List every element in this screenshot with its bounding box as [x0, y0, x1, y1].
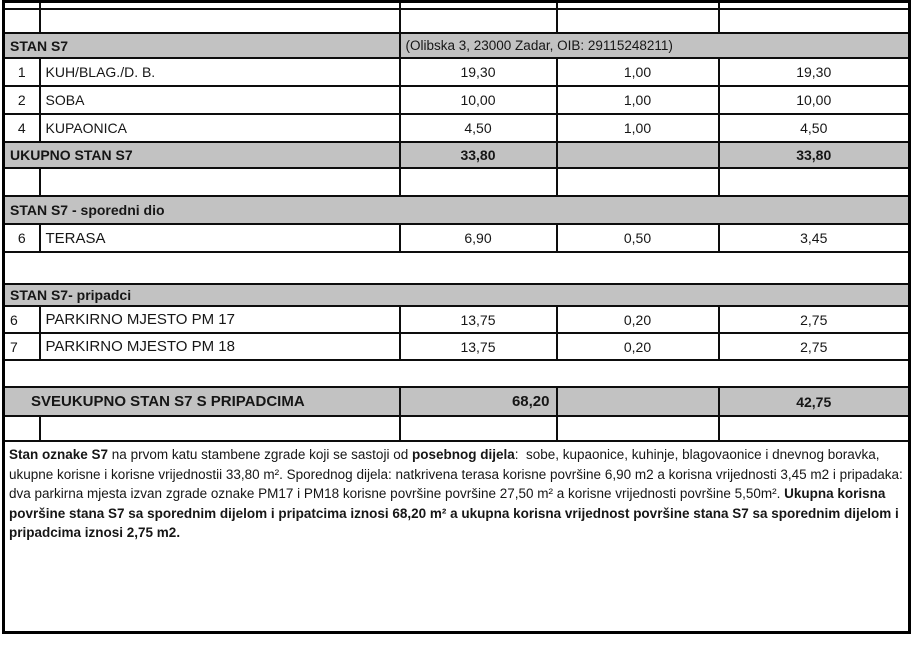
empty-cell: [4, 360, 910, 387]
description-segment-bold: Stan oznake S7: [9, 447, 109, 462]
section-header-secondary: [4, 196, 910, 224]
empty-cell: [557, 142, 719, 168]
subtotal-value-cell: 33,80: [719, 142, 910, 168]
row-number-cell: 4: [4, 114, 40, 142]
empty-cell: [719, 9, 910, 33]
empty-cell: [40, 2, 400, 10]
room-name-cell: TERASA: [40, 224, 400, 252]
section-title: STAN S7: [4, 33, 400, 58]
coefficient-cell: 0,50: [557, 224, 719, 252]
row-number-cell: 2: [4, 86, 40, 114]
value-cell: 19,30: [719, 58, 910, 86]
empty-cell: [400, 9, 557, 33]
room-name-cell: KUPAONICA: [40, 114, 400, 142]
value-cell: 10,00: [719, 86, 910, 114]
empty-cell: [557, 168, 719, 196]
empty-cell: [400, 2, 557, 10]
spacer-row: [4, 168, 910, 196]
coefficient-cell: 1,00: [557, 58, 719, 86]
section-header-main: [4, 33, 910, 58]
spacer-row: [4, 416, 910, 441]
row-number-cell: 7: [4, 333, 40, 360]
description-paragraph: [4, 441, 910, 633]
empty-cell: [719, 168, 910, 196]
area-cell: 19,30: [400, 58, 557, 86]
empty-cell: [40, 9, 400, 33]
room-name-cell: PARKIRNO MJESTO PM 18: [40, 333, 400, 360]
empty-cell: [4, 416, 40, 441]
area-cell: 13,75: [400, 333, 557, 360]
spacer-row: [4, 252, 910, 284]
row-number-cell: 6: [4, 306, 40, 333]
value-cell: 4,50: [719, 114, 910, 142]
description-segment-bold: Ukupna korisna površine stana S7 sa sporednim dijelom i pripatcima iznosi 68,20 m² a ukupna korisna vrijednost površine stana S7 sa sporednim dijelom i pripadcima iznosi 2,75 m2.: [9, 486, 903, 540]
area-cell: 6,90: [400, 224, 557, 252]
row-number-cell: 6: [4, 224, 40, 252]
empty-cell: [4, 2, 40, 10]
room-name-cell: SOBA: [40, 86, 400, 114]
area-cell: 4,50: [400, 114, 557, 142]
table-row: [4, 58, 910, 86]
description-segment: : sobe, kupaonice, kuhinje, blagovaonice i dnevnog boravka, ukupne korisne i korisne vrijednostii 33,80 m². Sporednog dijela: natkrivena terasa korisne površine 6,90 m2 a korisna vrijednosti 3,45 m2 i pripadaka: dva parkirna mjesta izvan zgrade oznake PM17 i PM18 korisne površine površine 27,50 m² a korisne vrijednosti površine 5,50m².: [9, 447, 907, 501]
table-row: [4, 224, 910, 252]
empty-cell: [40, 168, 400, 196]
section-title: STAN S7- pripadci: [4, 284, 910, 306]
spacer-row: [4, 9, 910, 33]
room-name-cell: KUH/BLAG./D. B.: [40, 58, 400, 86]
value-cell: 3,45: [719, 224, 910, 252]
empty-cell: [4, 168, 40, 196]
coefficient-cell: 0,20: [557, 333, 719, 360]
table-row: [4, 86, 910, 114]
row-number-cell: 1: [4, 58, 40, 86]
empty-cell: [557, 9, 719, 33]
area-calculation-table: [2, 0, 911, 634]
area-cell: 13,75: [400, 306, 557, 333]
grand-total-value-cell: 42,75: [719, 387, 910, 416]
spacer-row: [4, 360, 910, 387]
grand-total-label: SVEUKUPNO STAN S7 S PRIPADCIMA: [4, 387, 400, 416]
empty-cell: [40, 416, 400, 441]
empty-cell: [557, 387, 719, 416]
empty-cell: [557, 416, 719, 441]
room-name-cell: PARKIRNO MJESTO PM 17: [40, 306, 400, 333]
empty-cell: [719, 416, 910, 441]
area-cell: 10,00: [400, 86, 557, 114]
description-segment-bold: posebnog dijela: [411, 447, 515, 462]
subtotal-label: UKUPNO STAN S7: [4, 142, 400, 168]
empty-cell: [4, 9, 40, 33]
subtotal-area-cell: 33,80: [400, 142, 557, 168]
empty-cell: [719, 2, 910, 10]
table-row: [4, 306, 910, 333]
table-row: [4, 333, 910, 360]
coefficient-cell: 0,20: [557, 306, 719, 333]
cutoff-row: [4, 2, 910, 10]
grand-total-row: [4, 387, 910, 416]
section-title: STAN S7 - sporedni dio: [4, 196, 910, 224]
section-header-appurtenances: [4, 284, 910, 306]
description-segment: na prvom katu stambene zgrade koji se sastoji od: [108, 447, 412, 462]
empty-cell: [557, 2, 719, 10]
empty-cell: [4, 252, 910, 284]
subtotal-row: [4, 142, 910, 168]
empty-cell: [400, 416, 557, 441]
building-address: (Olibska 3, 23000 Zadar, OIB: 29115248211): [400, 33, 910, 58]
coefficient-cell: 1,00: [557, 114, 719, 142]
value-cell: 2,75: [719, 306, 910, 333]
grand-total-area-cell: 68,20: [400, 387, 557, 416]
description-row: [4, 441, 910, 633]
coefficient-cell: 1,00: [557, 86, 719, 114]
table-row: [4, 114, 910, 142]
empty-cell: [400, 168, 557, 196]
value-cell: 2,75: [719, 333, 910, 360]
